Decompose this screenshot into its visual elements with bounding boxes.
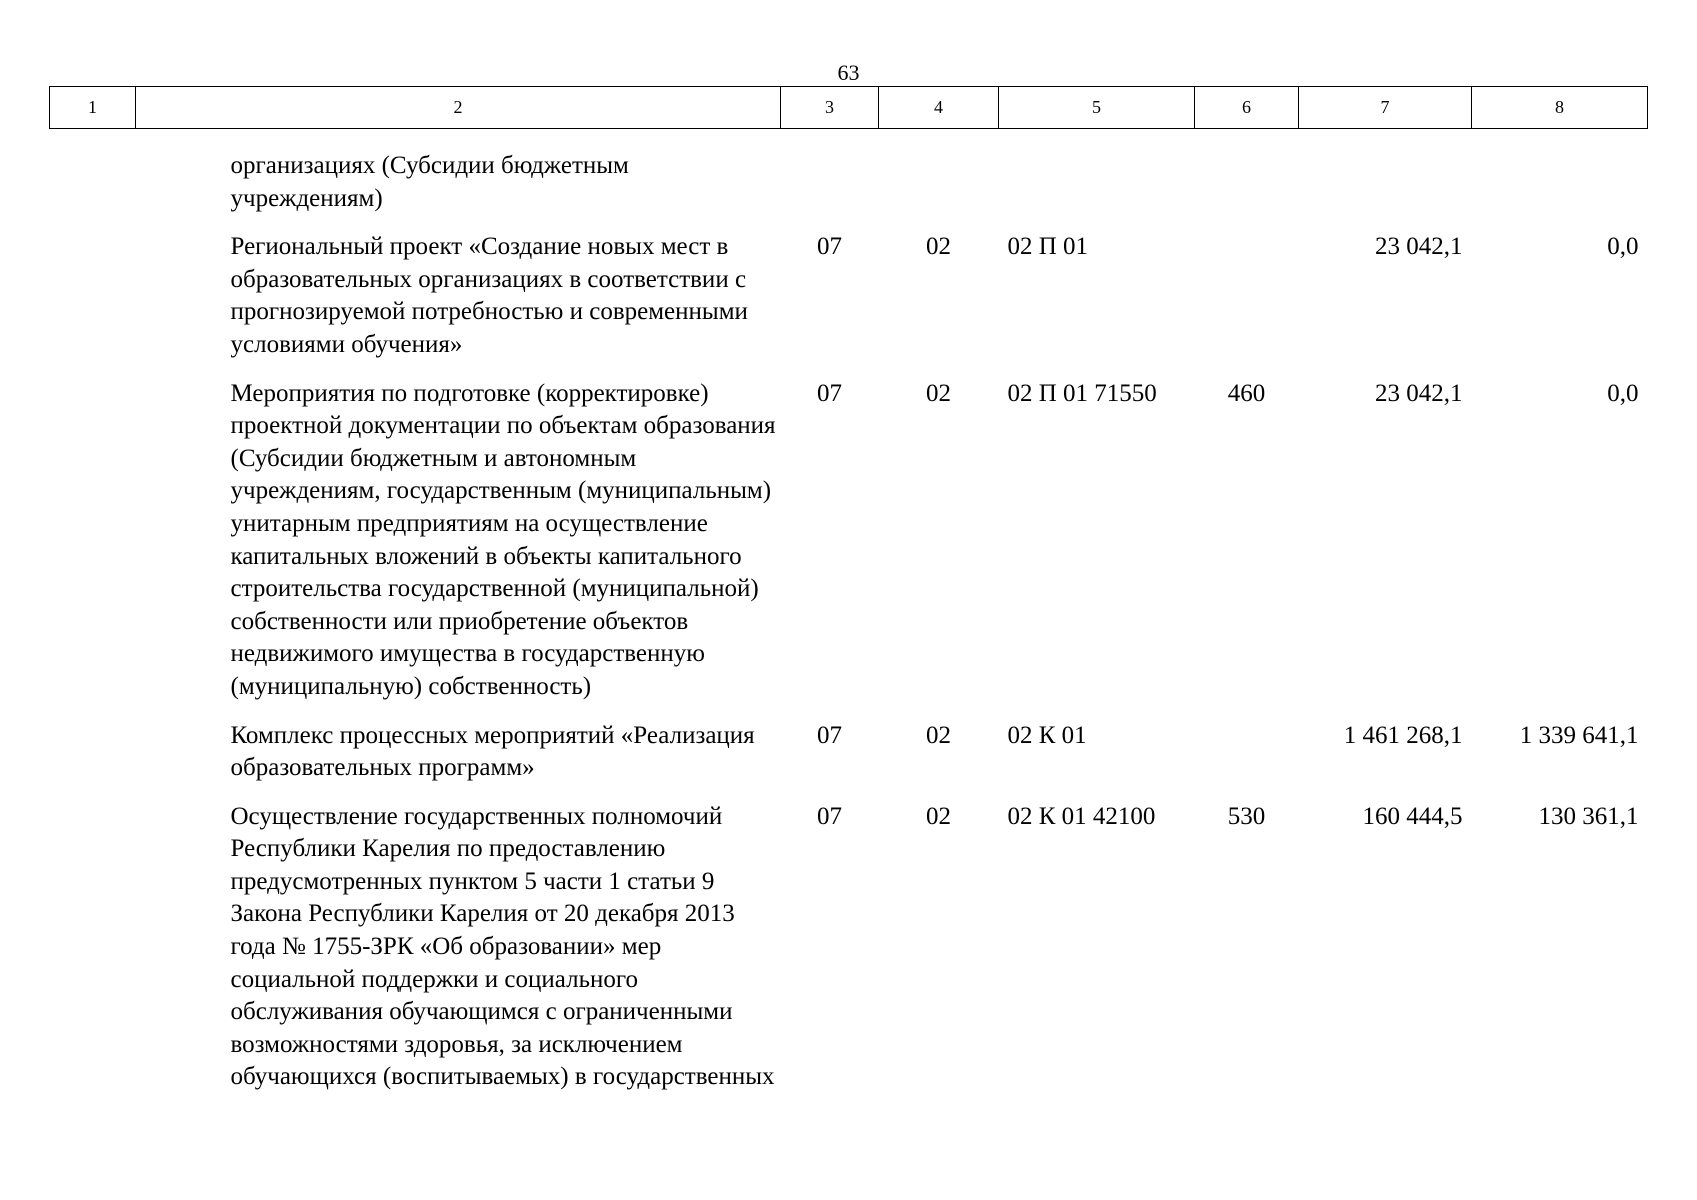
column-header-7: 7	[1299, 87, 1472, 129]
budget-table	[49, 86, 1648, 1094]
column-header-6: 6	[1195, 87, 1299, 129]
table-row	[50, 362, 1648, 704]
row-name: Мероприятия по подготовке (корректировке) проектной документации по объектам образования (Субсидии бюджетным и автономным учреждениям, государственным (муниципальным) унитарным предприятиям на осуществление капитальных вложений в объекты капитального строительства государственной (муниципальной) собственности или приобретение объектов недвижимого имущества в государственную (муниципальную) собственность)	[230, 379, 776, 700]
row-section	[781, 129, 879, 216]
column-header-3: 3	[781, 87, 879, 129]
row-cell-empty	[50, 785, 136, 1094]
column-header-4: 4	[879, 87, 999, 129]
page-number: 63	[837, 60, 860, 85]
table-row	[50, 215, 1648, 361]
row-expense-type	[1195, 129, 1299, 216]
row-amount-1: 160 444,5	[1362, 802, 1463, 830]
table-row	[50, 704, 1648, 785]
table-row	[50, 785, 1648, 1094]
row-expense-type: 460	[1227, 379, 1266, 407]
row-section: 07	[817, 233, 842, 261]
row-expense-type	[1195, 704, 1299, 785]
row-amount-2: 0,0	[1607, 233, 1639, 261]
row-target-article: 02 К 01 42100	[1007, 802, 1156, 830]
row-amount-1: 23 042,1	[1375, 379, 1463, 407]
column-header-5: 5	[999, 87, 1195, 129]
row-amount-1: 1 461 268,1	[1343, 721, 1463, 749]
row-name: Осуществление государственных полномочий Республики Карелия по предоставлению предусмотренных пунктом 5 части 1 статьи 9 Закона Республики Карелия от 20 декабря 2013 года № 1755-ЗРК «Об образовании» мер социальной поддержки и социального обслуживания обучающимся с ограниченными возможностями здоровья, за исключением обучающихся (воспитываемых) в государственных	[230, 802, 775, 1091]
table-row	[50, 129, 1648, 216]
row-subsection: 02	[926, 721, 951, 749]
row-expense-type	[1195, 215, 1299, 361]
row-cell-empty	[50, 362, 136, 704]
row-name: Региональный проект «Создание новых мест в образовательных организациях в соответствии с прогнозируемой потребностью и современными условиями обучения»	[230, 233, 748, 358]
column-header-2: 2	[136, 87, 781, 129]
row-amount-2	[1472, 129, 1648, 216]
row-target-article: 02 П 01 71550	[1007, 379, 1157, 407]
row-section: 07	[817, 379, 842, 407]
column-header-1: 1	[50, 87, 136, 129]
row-subsection: 02	[926, 802, 951, 830]
column-header-8: 8	[1472, 87, 1648, 129]
row-section: 07	[817, 721, 842, 749]
row-amount-2: 0,0	[1607, 379, 1639, 407]
row-amount-1: 23 042,1	[1375, 233, 1463, 261]
row-section: 07	[817, 802, 842, 830]
row-subsection: 02	[926, 233, 951, 261]
row-subsection	[879, 129, 999, 216]
row-target-article: 02 П 01	[1007, 233, 1089, 261]
row-amount-2: 130 361,1	[1538, 802, 1639, 830]
row-cell-empty	[50, 129, 136, 216]
row-cell-empty	[50, 704, 136, 785]
row-target-article	[999, 129, 1195, 216]
row-expense-type: 530	[1227, 802, 1266, 830]
row-amount-2: 1 339 641,1	[1519, 721, 1639, 749]
row-amount-1	[1299, 129, 1472, 216]
row-cell-empty	[50, 215, 136, 361]
row-name: организациях (Субсидии бюджетным учреждениям)	[230, 152, 629, 212]
header-row	[50, 87, 1648, 129]
row-subsection: 02	[926, 379, 951, 407]
row-name: Комплекс процессных мероприятий «Реализация образовательных программ»	[230, 721, 755, 782]
row-target-article: 02 К 01	[1007, 721, 1087, 749]
